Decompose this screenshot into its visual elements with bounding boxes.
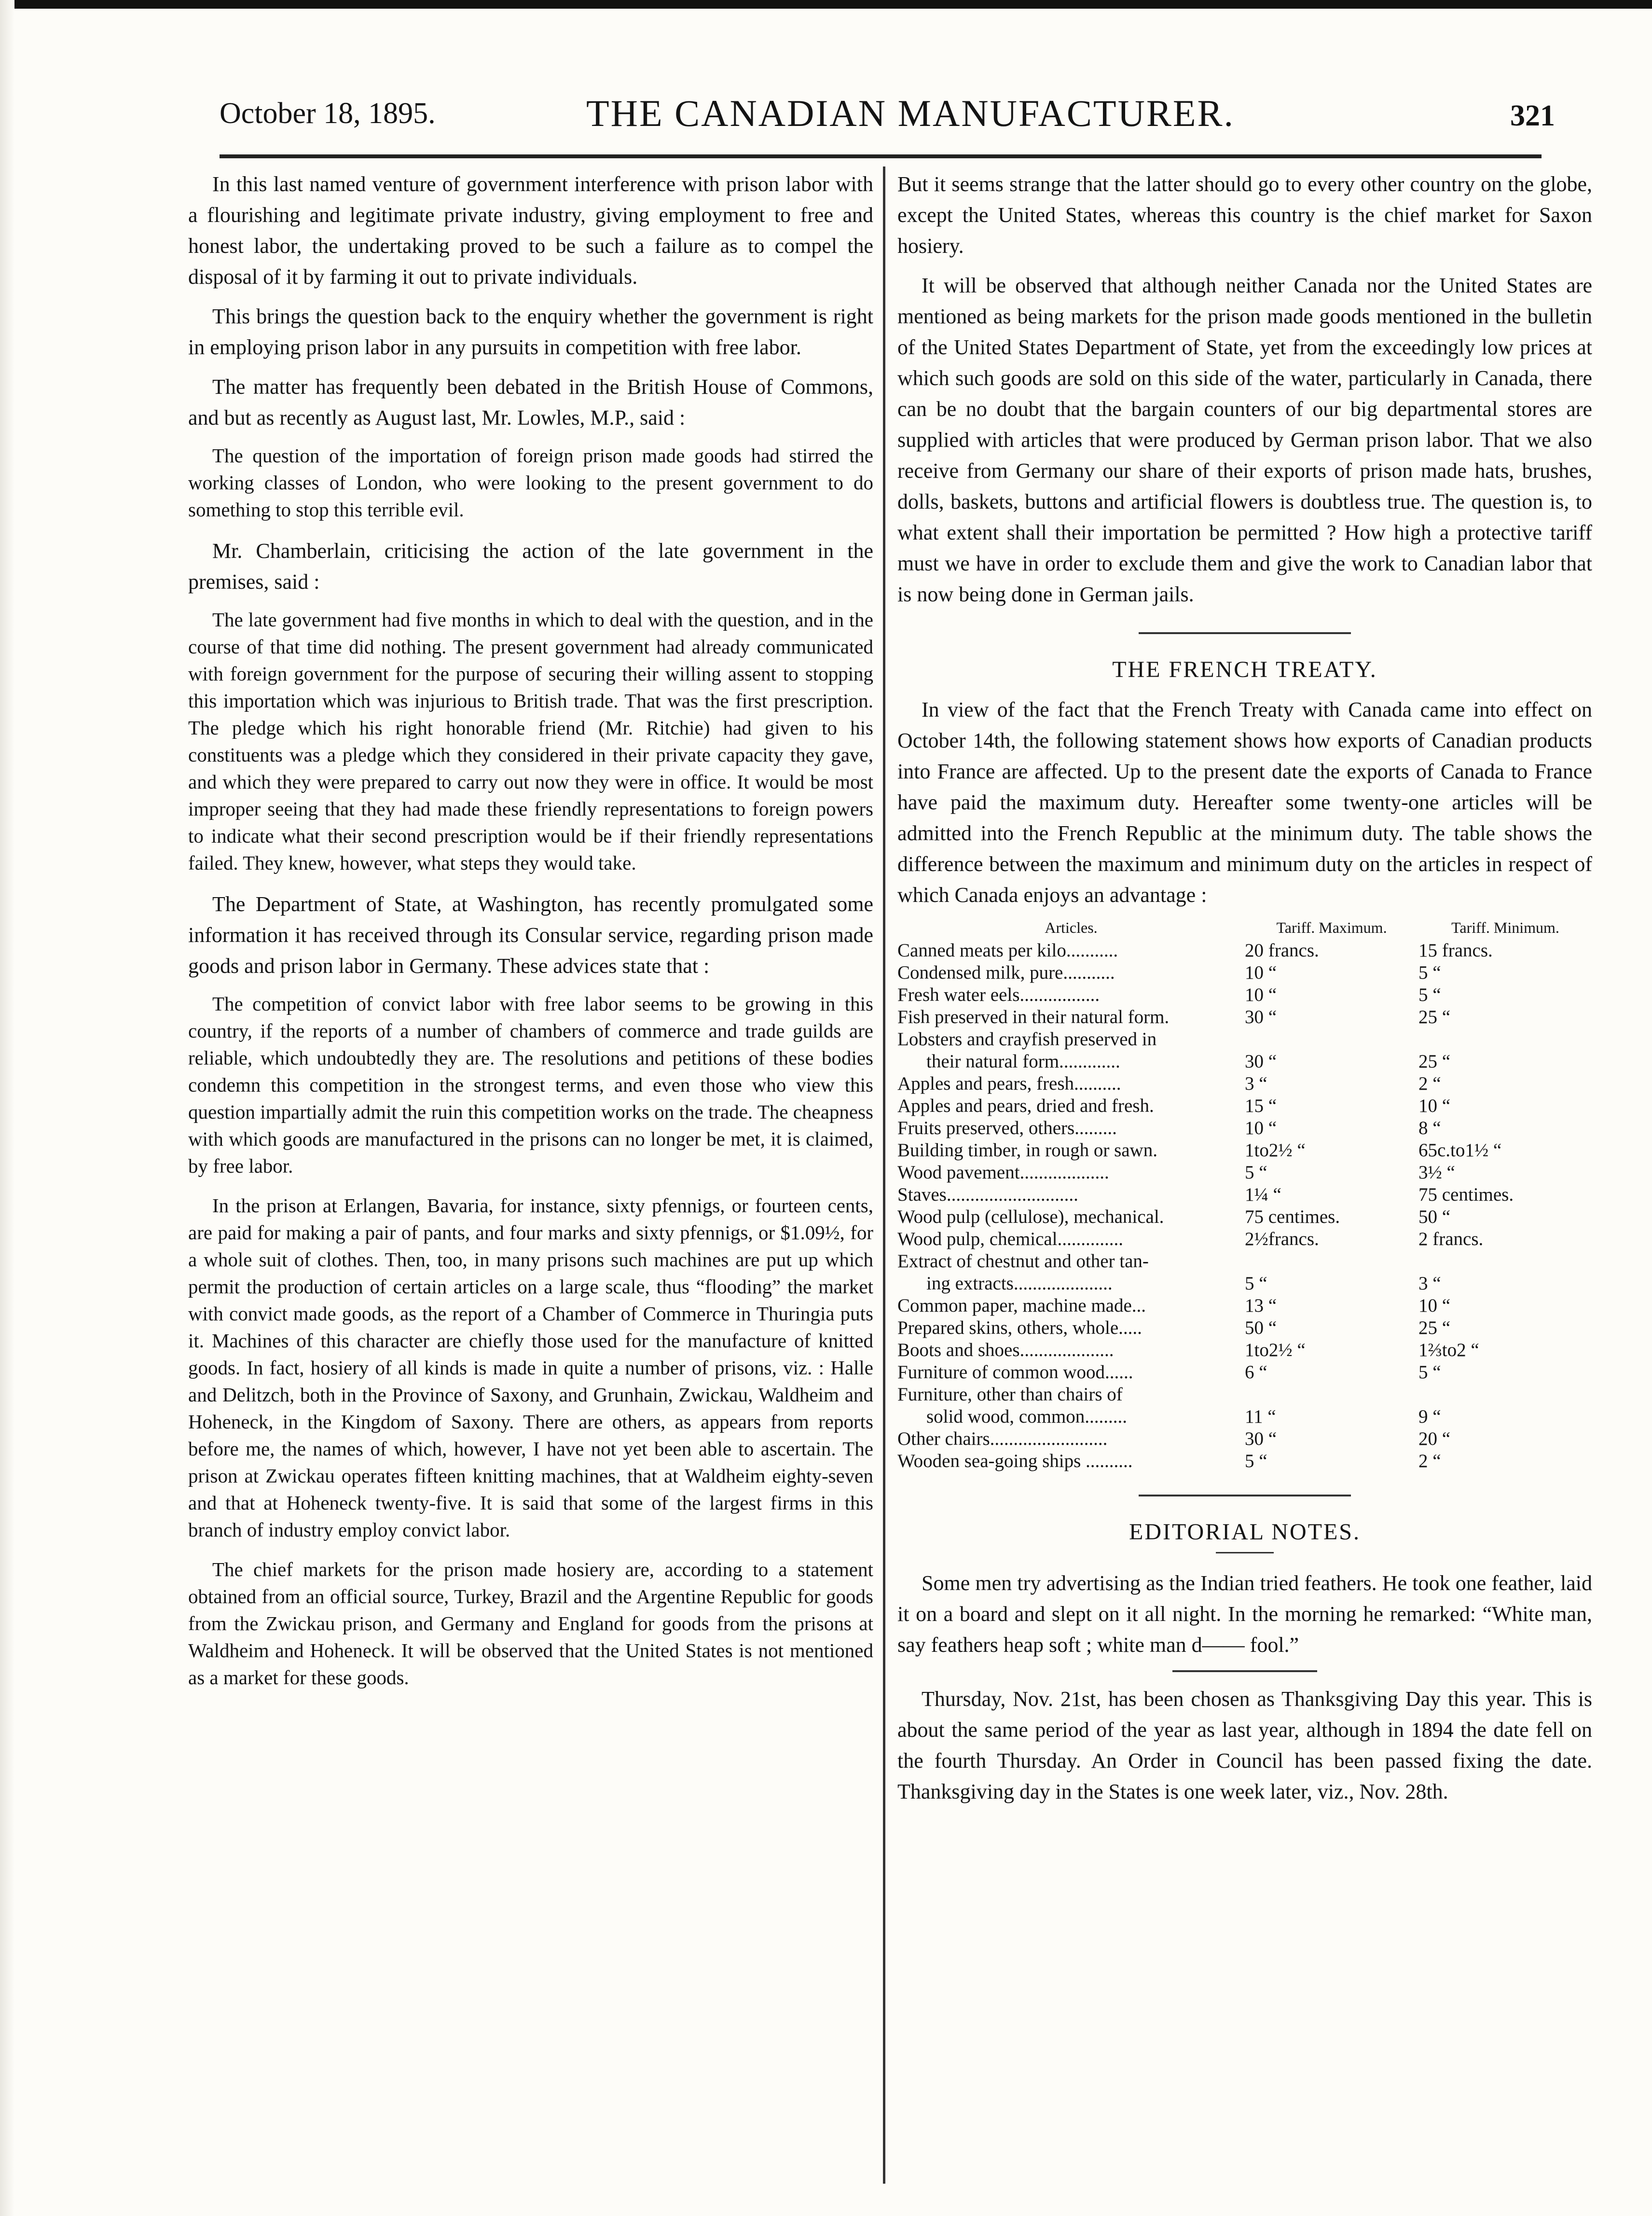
tariff-article: Apples and pears, dried and fresh.	[897, 1095, 1154, 1116]
tariff-article: ing extracts.....................	[926, 1273, 1113, 1294]
tariff-article: Furniture of common wood......	[897, 1362, 1133, 1383]
col-articles-header: Articles.	[1045, 919, 1098, 936]
tariff-maximum: 5 “	[1245, 1162, 1267, 1183]
tariff-minimum: 50 “	[1418, 1206, 1451, 1227]
article-paragraph: The Department of State, at Washington, has recently promulgated some information it has received through its Consular service, regarding prison made goods and prison labor in Germany. These advices state that :	[188, 892, 873, 978]
tariff-article: Lobsters and crayfish preserved in	[897, 1029, 1157, 1050]
tariff-row	[897, 1028, 1592, 1051]
tariff-article: Wood pavement...................	[897, 1162, 1109, 1183]
tariff-minimum: 2 “	[1418, 1073, 1441, 1094]
article-paragraph: But it seems strange that the latter should go to every other country on the globe, except the United States, whereas this country is the chief market for Saxon hosiery.	[897, 172, 1592, 258]
tariff-row	[897, 1361, 1592, 1384]
french-treaty-intro: In view of the fact that the French Treaty with Canada came into effect on October 14th, the following statement shows how exports of Canadian products into France are affected. Up to the present date the exports of Canada to France have paid the maximum duty. Hereafter some twenty-one articles will be admitted into the French Republic at the minimum duty. The table shows the difference between the maximum and minimum duty on the articles in respect of which Canada enjoys an advantage :	[897, 698, 1592, 907]
tariff-maximum: 30 “	[1245, 1007, 1277, 1027]
tariff-minimum	[1418, 1028, 1592, 1051]
tariff-row	[897, 1317, 1592, 1339]
tariff-minimum: 3 “	[1418, 1273, 1441, 1294]
tariff-article: Building timber, in rough or sawn.	[897, 1140, 1157, 1161]
tariff-article: Apples and pears, fresh..........	[897, 1073, 1121, 1094]
tariff-maximum: 13 “	[1245, 1295, 1277, 1316]
tariff-maximum: 15 “	[1245, 1095, 1277, 1116]
tariff-article: Other chairs.........................	[897, 1428, 1108, 1449]
quoted-paragraph: The question of the importation of foreign prison made goods had stirred the working classes of London, who were looking to the present government to do something to stop this terrible evil.	[188, 444, 873, 521]
tariff-maximum	[1245, 1028, 1418, 1051]
french-treaty-title: THE FRENCH TREATY.	[1112, 657, 1377, 682]
tariff-article: Wood pulp (cellulose), mechanical.	[897, 1206, 1164, 1227]
tariff-article: Fruits preserved, others.........	[897, 1118, 1117, 1138]
tariff-article: solid wood, common.........	[926, 1406, 1127, 1427]
tariff-maximum: 5 “	[1245, 1451, 1267, 1471]
tariff-maximum: 50 “	[1245, 1317, 1277, 1338]
tariff-minimum: 3½ “	[1418, 1162, 1455, 1183]
tariff-minimum: 5 “	[1418, 984, 1441, 1005]
tariff-minimum: 1⅔to2 “	[1418, 1340, 1479, 1360]
section-separator	[1139, 632, 1351, 634]
tariff-maximum: 75 centimes.	[1245, 1206, 1340, 1227]
col-max-header: Tariff. Maximum.	[1276, 919, 1387, 936]
tariff-article: Fresh water eels.................	[897, 984, 1100, 1005]
tariff-article: Canned meats per kilo...........	[897, 940, 1118, 961]
tariff-row	[897, 962, 1592, 984]
tariff-row	[897, 940, 1592, 962]
tariff-maximum: 30 “	[1245, 1428, 1277, 1449]
tariff-table	[897, 919, 1592, 1472]
tariff-maximum	[1245, 1384, 1418, 1406]
tariff-row	[897, 1228, 1592, 1250]
article-paragraph: In this last named venture of government interference with prison labor with a flourishing and legitimate private industry, giving employment to free and honest labor, the undertaking proved to be such a failure as to compel the disposal of it by farming it out to private individuals.	[188, 172, 873, 289]
tariff-article: Condensed milk, pure...........	[897, 962, 1115, 983]
section-separator	[1172, 1670, 1317, 1672]
tariff-row	[897, 1073, 1592, 1095]
tariff-row	[897, 1095, 1592, 1117]
tariff-article: Common paper, machine made...	[897, 1295, 1146, 1316]
tariff-article: Prepared skins, others, whole.....	[897, 1317, 1142, 1338]
tariff-row	[897, 1139, 1592, 1162]
tariff-minimum: 10 “	[1418, 1095, 1451, 1116]
tariff-minimum: 9 “	[1418, 1406, 1441, 1427]
quoted-paragraph: The competition of convict labor with free labor seems to be growing in this country, if the reports of a number of chambers of commerce and trade guilds are reliable, which undoubtedly they are. The resolutions and petitions of these bodies condemn this competition in the strongest terms, and even those who view this question impartially admit the ruin this competition works on the trade. The cheapness with which goods are manufactured in the prisons can no longer be met, it is claimed, by free labor.	[188, 993, 873, 1177]
tariff-article: Extract of chestnut and other tan-	[897, 1251, 1149, 1272]
scan-left-edge	[0, 0, 14, 2216]
tariff-minimum: 65c.to1½ “	[1418, 1140, 1502, 1161]
tariff-minimum: 10 “	[1418, 1295, 1451, 1316]
tariff-article: Wood pulp, chemical..............	[897, 1229, 1124, 1249]
article-paragraph: It will be observed that although neither Canada nor the United States are mentioned as being markets for the prison made goods mentioned in the bulletin of the United States Department of State, yet from the exceedingly low prices at which such goods are sold on this side of the water, particularly in Canada, there can be no doubt that the bargain counters of our big departmental stores are supplied with articles that were produced by German prison labor. That we also receive from Germany our share of their exports of prison made hats, brushes, dolls, baskets, buttons and artificial flowers is doubtless true. The question is, to what extent shall their importation be permitted ? How high a protective tariff must we have in order to exclude them and give the work to Canadian labor that is now being done in German jails.	[897, 274, 1592, 606]
tariff-header-row	[897, 919, 1592, 940]
tariff-maximum: 1¼ “	[1245, 1184, 1281, 1205]
quoted-paragraph: The chief markets for the prison made hosiery are, according to a statement obtained from an official source, Turkey, Brazil and the Argentine Republic for goods from the Zwickau prison, and Germany and England for goods from the prisons at Waldheim and Hoheneck. It will be observed that the United States is not mentioned as a market for these goods.	[188, 1558, 873, 1689]
tariff-maximum: 30 “	[1245, 1051, 1277, 1072]
tariff-minimum: 25 “	[1418, 1007, 1451, 1027]
article-paragraph: This brings the question back to the enquiry whether the government is right in employing prison labor in any pursuits in competition with free labor.	[188, 305, 873, 359]
tariff-minimum: 25 “	[1418, 1317, 1451, 1338]
quoted-paragraph: The late government had five months in which to deal with the question, and in the course of that time did nothing. The present government had already communicated with foreign government for the purpose of securing their willing assent to stopping this importation which was injurious to British trade. That was the first prescription. The pledge which his right honorable friend (Mr. Ritchie) had given to his constituents was a pledge which they considered in their private capacity they gave, and which they were prepared to carry out now they were in office. It would be most improper seeing that they had made these friendly representations to foreign powers to indicate what their second prescription would be if their friendly representations failed. They knew, however, what steps they would take.	[188, 609, 873, 874]
editorial-paragraph: Thursday, Nov. 21st, has been chosen as Thanksgiving Day this year. This is about the same period of the year as last year, although in 1894 the date fell on the fourth Thursday. An Order in Council has been passed fixing the date. Thanksgiving day in the States is one week later, viz., Nov. 28th.	[897, 1687, 1592, 1803]
tariff-article: their natural form.............	[926, 1051, 1120, 1072]
article-paragraph: Mr. Chamberlain, criticising the action of the late government in the premises, said :	[188, 539, 873, 594]
tariff-maximum	[1245, 1250, 1418, 1273]
editorial-paragraph: Some men try advertising as the Indian tried feathers. He took one feather, laid it on a board and slept on it all night. In the morning he remarked: “White man, say feathers heap soft ; white man d—— fool.”	[897, 1571, 1592, 1657]
tariff-row	[897, 1117, 1592, 1139]
tariff-maximum: 1to2½ “	[1245, 1340, 1306, 1360]
tariff-maximum: 6 “	[1245, 1362, 1267, 1383]
tariff-maximum: 10 “	[1245, 1118, 1277, 1138]
tariff-article: Staves............................	[897, 1184, 1078, 1205]
tariff-maximum: 1to2½ “	[1245, 1140, 1306, 1161]
tariff-row	[897, 1406, 1592, 1428]
tariff-minimum	[1418, 1250, 1592, 1273]
article-paragraph: The matter has frequently been debated in the British House of Commons, and but as recently as August last, Mr. Lowles, M.P., said :	[188, 375, 873, 429]
tariff-row	[897, 1250, 1592, 1273]
tariff-minimum: 5 “	[1418, 1362, 1441, 1383]
tariff-row	[897, 1206, 1592, 1228]
tariff-minimum: 15 francs.	[1418, 940, 1493, 961]
tariff-minimum: 25 “	[1418, 1051, 1451, 1072]
right-column-text	[897, 169, 1592, 610]
header-date: October 18, 1895.	[220, 97, 436, 130]
tariff-row	[897, 1051, 1592, 1073]
tariff-article: Furniture, other than chairs of	[897, 1384, 1123, 1405]
tariff-minimum: 75 centimes.	[1418, 1184, 1514, 1205]
tariff-minimum	[1418, 1384, 1592, 1406]
col-min-header: Tariff. Minimum.	[1451, 919, 1559, 936]
header-title: THE CANADIAN MANUFACTURER.	[586, 92, 1235, 134]
tariff-row	[897, 1184, 1592, 1206]
tariff-row	[897, 1162, 1592, 1184]
tariff-row	[897, 1384, 1592, 1406]
column-rule	[883, 166, 885, 2184]
section-separator	[1139, 1495, 1351, 1496]
title-underline	[1216, 1552, 1274, 1553]
tariff-maximum: 3 “	[1245, 1073, 1267, 1094]
tariff-row	[897, 1006, 1592, 1028]
tariff-minimum: 20 “	[1418, 1428, 1451, 1449]
tariff-maximum: 11 “	[1245, 1406, 1276, 1427]
editorial-notes-title: EDITORIAL NOTES.	[1129, 1519, 1361, 1545]
tariff-maximum: 2½francs.	[1245, 1229, 1319, 1249]
tariff-minimum: 2 “	[1418, 1451, 1441, 1471]
tariff-maximum: 20 francs.	[1245, 940, 1319, 961]
tariff-row	[897, 1339, 1592, 1361]
tariff-article: Boots and shoes....................	[897, 1340, 1114, 1360]
tariff-article: Wooden sea-going ships ..........	[897, 1451, 1133, 1471]
tariff-row	[897, 1273, 1592, 1295]
right-column	[897, 169, 1592, 1816]
quoted-paragraph: In the prison at Erlangen, Bavaria, for instance, sixty pfennigs, or fourteen cents, are paid for making a pair of pants, and four marks and sixty pfennigs, or $1.09½, for a whole suit of clothes. Then, too, in many prisons such machines are put up which permit the production of certain articles on a large scale, thus “flooding” the market with convict made goods, as the report of a Chamber of Commerce in Thuringia puts it. Machines of this character are chiefly those used for the manufacture of knitted goods. In fact, hosiery of all kinds is made in quite a number of prisons, viz. : Halle and Delitzch, both in the Province of Saxony, and Grunhain, Zwickau, Waldheim and Hoheneck, in the Kingdom of Saxony. There are others, as appears from reports before me, the names of which, however, I have not yet been able to ascertain. The prison at Zwickau operates fifteen knitting machines, that at Waldheim eighty-seven and that at Hoheneck twenty-five. It is said that some of the largest firms in this branch of industry employ convict labor.	[188, 1194, 873, 1541]
scan-top-edge	[0, 0, 1652, 9]
left-column	[188, 169, 873, 1704]
tariff-row	[897, 1428, 1592, 1450]
tariff-minimum: 2 francs.	[1418, 1229, 1484, 1249]
tariff-row	[897, 1295, 1592, 1317]
tariff-maximum: 5 “	[1245, 1273, 1267, 1294]
tariff-article: Fish preserved in their natural form.	[897, 1007, 1170, 1027]
tariff-minimum: 8 “	[1418, 1118, 1441, 1138]
page-number: 321	[1510, 99, 1555, 132]
tariff-row	[897, 984, 1592, 1006]
tariff-maximum: 10 “	[1245, 984, 1277, 1005]
tariff-maximum: 10 “	[1245, 962, 1277, 983]
header-rule	[220, 154, 1542, 158]
tariff-minimum: 5 “	[1418, 962, 1441, 983]
tariff-row	[897, 1450, 1592, 1472]
